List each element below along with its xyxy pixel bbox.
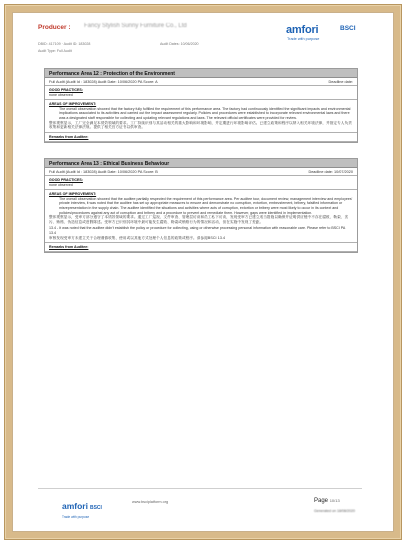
- generated-label: Generated on: [314, 509, 336, 513]
- amfori-bsci-logo: [286, 22, 358, 48]
- logo-bsci: BSCI: [340, 25, 356, 32]
- footer-logo-wordmark: amfori: [62, 501, 88, 511]
- good-practices-label: GOOD PRACTICES:: [49, 178, 83, 182]
- area-13-audit-line: [45, 168, 357, 176]
- area-13-good-practices: [45, 176, 357, 190]
- footer-url[interactable]: www.bsciplatform.org: [132, 500, 169, 504]
- area-12-improvement: [45, 100, 357, 133]
- generated-on: [314, 509, 355, 513]
- good-practices-value: none observed: [49, 182, 73, 187]
- footer-logo-tagline: Trade with purpose: [62, 515, 90, 519]
- area-12-title: Performance Area 12 : Protection of the Environment: [45, 69, 357, 78]
- area-13-deadline: Deadline date: 10/07/2020: [308, 170, 353, 174]
- area-12-deadline: Deadline date:: [328, 80, 353, 84]
- improvement-text-en: The overall observation showed that the auditee partially respected the requirement of this performance area. Per auditee tour, document review, management interview and employees' private interview, it was noted that the auditee has set up appropriate measures to ensure and demonstrate no corruption, extortion, embezzlement, bribery, falsified information or misrepresentation in the supply chain. The auditee identified the situations and activities where acts of corruption, extortion or bribery were most likely to occur in its context and policies/procedures against any act of corruption and bribery and a procedure to prevent and remediate them. However, gaps were identified in implementation.: [59, 196, 353, 215]
- report-header: [38, 16, 362, 64]
- page-label: Page: [314, 498, 329, 504]
- area-12-audit-line: [45, 78, 357, 86]
- area-13-title: Performance Area 13 : Ethical Business Behaviour: [45, 159, 357, 168]
- logo-wordmark: amfori: [286, 24, 319, 36]
- footer-logo-bsci: BSCI: [89, 505, 102, 511]
- improvement-label: AREAS OF IMPROVEMENT:: [49, 192, 97, 197]
- area-13-improvement: [45, 190, 357, 243]
- improvement-text-cn: 整体观察显示，工厂完全满足本绩效领域的要求。工厂持续识别与其活动相关的重大影响和环境影响，并定期进行环境影响评估。已建立政策和程序以纳入相关环境法律，并指定专人负责收集和更新相关法律法规。提供了相关官方证书以供审查。: [49, 120, 352, 130]
- audit-meta-type: Audit Type: Full Audit: [38, 49, 72, 53]
- area-12-remarks: [45, 133, 357, 142]
- finding-13-4-en: 13.4 - It was noted that the auditee didn't establish the policy or procedure for collecting, using or otherwise processing personal information with reasonable care. Please refer to BSCI PA 13.4: [49, 226, 346, 235]
- area-13-audit-info: Full Audit (Audit Id : 183028) Audit Date: 10/06/2020 PA Score: B: [49, 170, 158, 174]
- good-practices-label: GOOD PRACTICES:: [49, 88, 83, 92]
- producer-label: Producer :: [38, 24, 71, 31]
- improvement-text-en: The overall observation showed that the factory fully fulfilled the requirement of this performance area. The factory had continuously identified the significant impacts and environmental implications associated to its activities and carried out the impact assessment regularly. Policies and procedures were established to incorporate relevant environmental laws and there was a designated staff responsible for collecting and updating relevant regulations and laws. The relevant official certificates were provided for review.: [59, 106, 351, 120]
- generated-value: 18/08/2020: [336, 509, 355, 513]
- performance-area-12: [44, 68, 358, 143]
- audit-meta-ids: DBID: 417109 · Audit ID: 183028: [38, 42, 91, 46]
- area-12-audit-info: Full Audit (Audit Id : 183028) Audit Date: 10/06/2020 PA Score: A: [49, 80, 158, 84]
- audit-meta-dates: Audit Dates: 10/06/2020: [160, 42, 199, 46]
- area-12-good-practices: [45, 86, 357, 100]
- producer-name: Fancy Stylish Sunny Furniture Co., Ltd: [84, 23, 187, 29]
- finding-13-4-cn: 审核发现受审方未建立关于合理谨慎收集、使用或以其他方式处理个人信息的政策或程序。请参阅BSCI 13.4: [49, 235, 226, 240]
- performance-area-13: [44, 158, 358, 253]
- area-13-remarks: [45, 243, 357, 252]
- page-value: 10/13: [329, 498, 340, 503]
- remarks-label: Remarks from Auditee:: [49, 245, 89, 250]
- improvement-text-cn: 整体观察显示，受审方部分遵守了本绩效领域的要求。通过工厂巡视、文件审查、管理层访谈和员工私下访谈，发现受审方已建立适当措施以确保并证明供应链中不存在腐败、勒索、贪污、贿赂、伪造信息或虚假陈述。受审方已识别其环境中最可能发生腐败、勒索或贿赂行为的情况和活动，但在实施中发现了差距。: [49, 215, 349, 224]
- footer-amfori-logo: [62, 496, 102, 519]
- remarks-label: Remarks from Auditee:: [49, 134, 89, 139]
- logo-tagline: Trade with purpose: [287, 37, 320, 41]
- improvement-label: AREAS OF IMPROVEMENT:: [49, 102, 97, 107]
- footer-divider: [38, 488, 362, 489]
- good-practices-value: none observed: [49, 92, 73, 97]
- page-number: [314, 498, 340, 504]
